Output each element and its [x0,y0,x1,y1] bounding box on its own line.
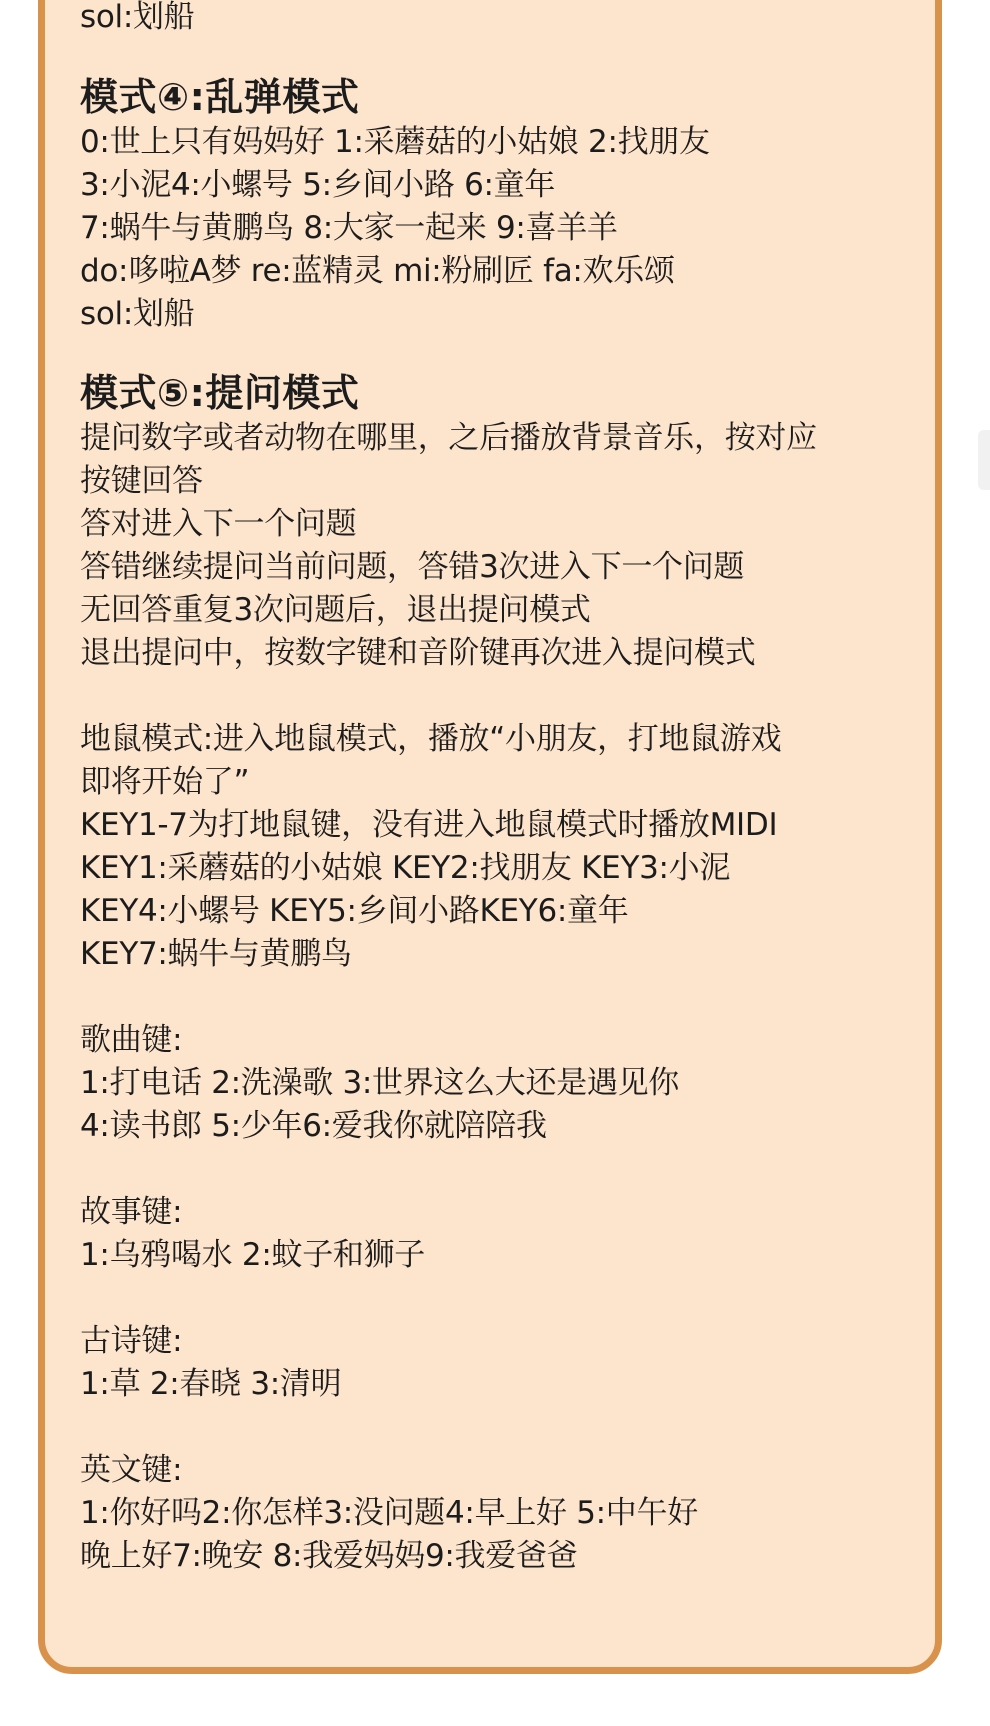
songs-section [80,1019,940,1148]
mode5-line: 答对进入下一个问题 [80,506,357,542]
whack-mole-section [80,718,940,976]
poems-line: 1:草 2:春晓 3:清明 [80,1366,342,1402]
mode5-line: 按键回答 [80,463,203,499]
whack-mole-line: KEY1:采蘑菇的小姑娘 KEY2:找朋友 KEY3:小泥 [80,850,731,886]
mode4-line: do:哆啦A梦 re:蓝精灵 mi:粉刷匠 fa:欢乐颂 [80,253,675,289]
whack-mole-line: KEY4:小螺号 KEY5:乡间小路KEY6:童年 [80,893,629,929]
mode5-section [80,369,940,675]
instruction-text-block [80,0,940,1578]
stories-line: 1:乌鸦喝水 2:蚊子和狮子 [80,1237,425,1273]
songs-title: 歌曲键: [80,1022,183,1058]
top-line: sol:划船 [80,0,195,35]
mode5-line: 无回答重复3次问题后，退出提问模式 [80,592,591,628]
poems-title: 古诗键: [80,1323,183,1359]
whack-mole-line: KEY7:蜗牛与黄鹏鸟 [80,936,352,972]
english-section [80,1449,940,1578]
songs-line: 1:打电话 2:洗澡歌 3:世界这么大还是遇见你 [80,1065,680,1101]
poems-section [80,1320,940,1406]
stories-title: 故事键: [80,1194,183,1230]
mode5-line: 退出提问中，按数字键和音阶键再次进入提问模式 [80,635,756,671]
whack-mole-line: 地鼠模式:进入地鼠模式，播放“小朋友，打地鼠游戏 [80,721,782,757]
mode5-line: 提问数字或者动物在哪里，之后播放背景音乐，按对应 [80,420,817,456]
whack-mole-line: KEY1-7为打地鼠键，没有进入地鼠模式时播放MIDI [80,807,778,843]
mode4-line: 3:小泥4:小螺号 5:乡间小路 6:童年 [80,167,556,203]
mode4-section [80,73,940,336]
english-line: 1:你好吗2:你怎样3:没问题4:早上好 5:中午好 [80,1495,698,1531]
mode4-title: 模式④:乱弹模式 [80,75,360,119]
english-line: 晚上好7:晚安 8:我爱妈妈9:我爱爸爸 [80,1538,578,1574]
mode4-line: sol:划船 [80,296,195,332]
mode4-line: 0:世上只有妈妈好 1:采蘑菇的小姑娘 2:找朋友 [80,124,710,160]
scroll-edge-marker [978,430,990,490]
mode5-title: 模式⑤:提问模式 [80,371,360,415]
mode4-line: 7:蜗牛与黄鹏鸟 8:大家一起来 9:喜羊羊 [80,210,618,246]
mode5-line: 答错继续提问当前问题，答错3次进入下一个问题 [80,549,745,585]
songs-line: 4:读书郎 5:少年6:爱我你就陪陪我 [80,1108,547,1144]
stories-section [80,1191,940,1277]
whack-mole-line: 即将开始了” [80,764,250,800]
english-title: 英文键: [80,1452,183,1488]
